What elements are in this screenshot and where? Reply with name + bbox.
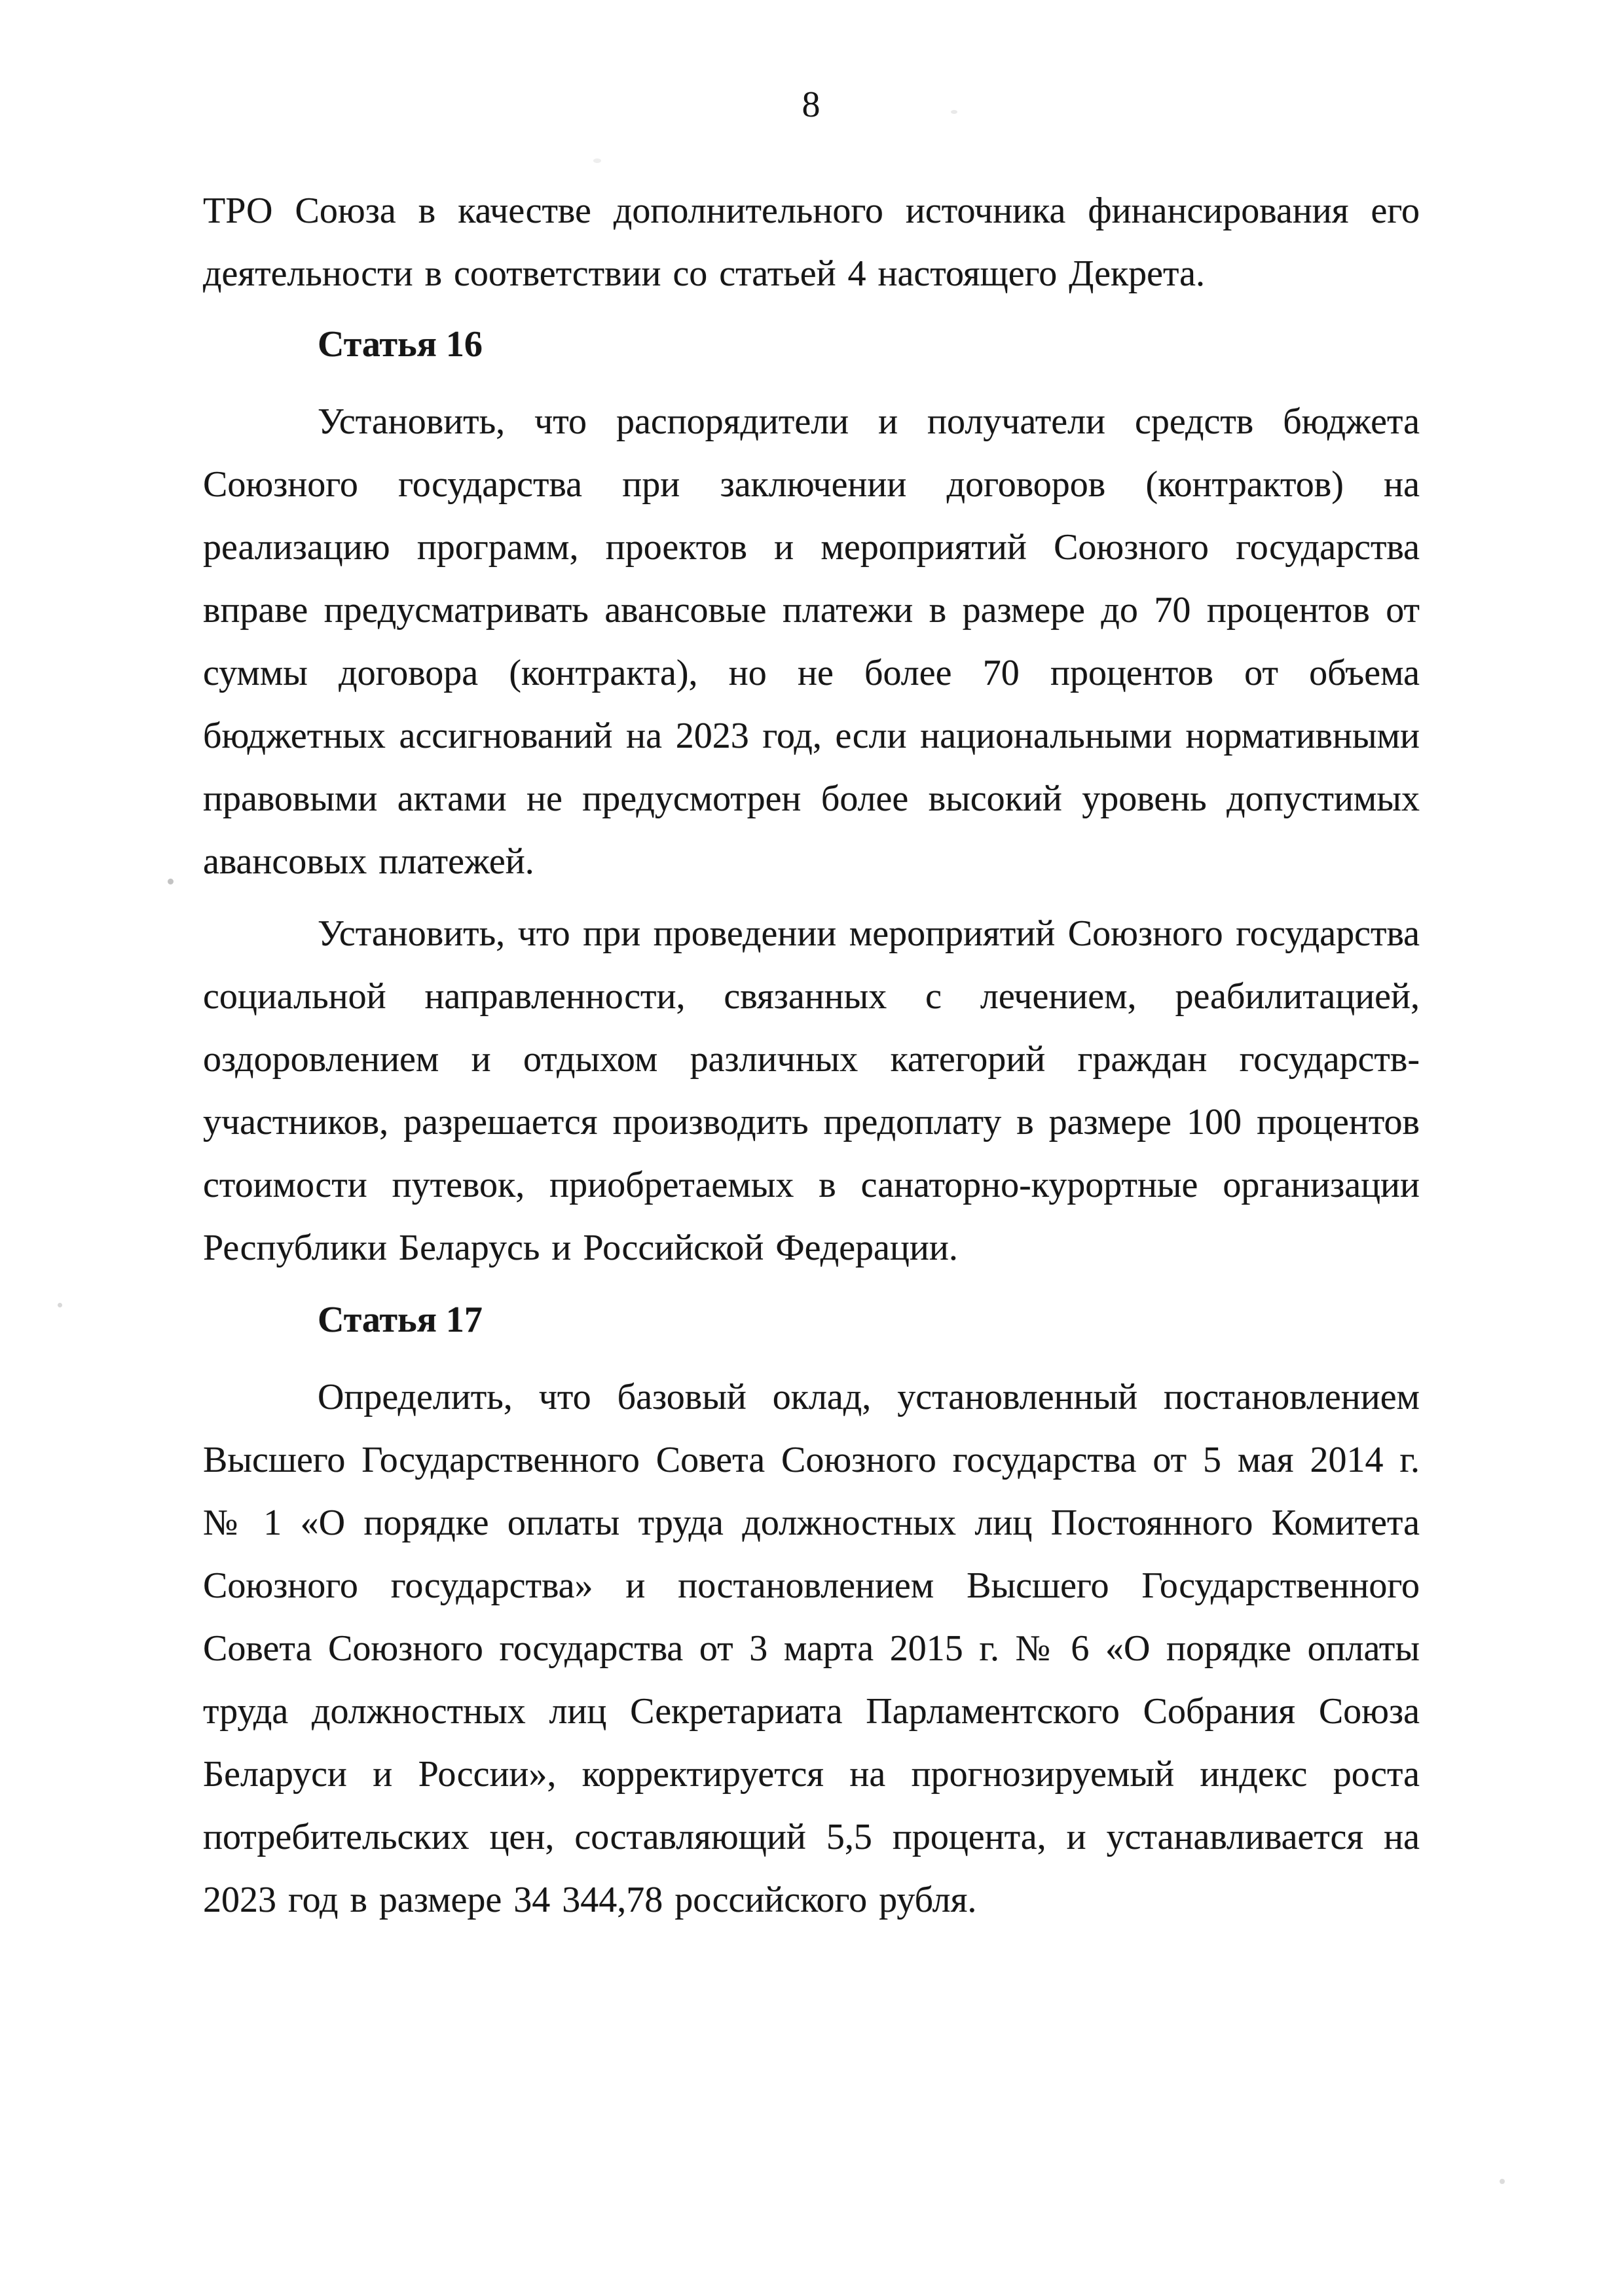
article-16-paragraph-2: Установить, что при проведении мероприятий Союзного государства социальной направленности, связанных с лечением, реабилитацией, оздоровлением и отдыхом различных категорий граждан государств-участников, разрешается производить предоплату в размере 100 процентов стоимости путевок, приобретаемых в санаторно-курортные организации Республики Беларусь и Российской Федерации. <box>203 913 1420 1268</box>
scan-artifact-dot <box>168 879 174 884</box>
text-column <box>203 0 1420 1931</box>
scan-artifact-dot <box>1500 2179 1505 2184</box>
article-16-paragraph-1: Установить, что распорядители и получатели средств бюджета Союзного государства при заключении договоров (контрактов) на реализацию программ, проектов и мероприятий Союзного государства вправе предусматривать авансовые платежи в размере до 70 процентов от суммы договора (контракта), но не более 70 процентов от объема бюджетных ассигнований на 2023 год, если национальными нормативными правовыми актами не предусмотрен более высокий уровень допустимых авансовых платежей. <box>203 401 1420 882</box>
scan-artifact-smudge <box>951 110 957 114</box>
article-16-heading: Статья 16 <box>318 324 483 365</box>
paragraph-continuation: ТРО Союза в качестве дополнительного источника финансирования его деятельности в соответствии со статьей 4 настоящего Декрета. <box>203 191 1420 294</box>
article-17-paragraph: Определить, что базовый оклад, установленный постановлением Высшего Государственного Совета Союзного государства от 5 мая 2014 г. № 1 «О порядке оплаты труда должностных лиц Постоянного Комитета Союзного государства» и постановлением Высшего Государственного Совета Союзного государства от 3 марта 2015 г. № 6 «О порядке оплаты труда должностных лиц Секретариата Парламентского Собрания Союза Беларуси и России», корректируется на прогнозируемый индекс роста потребительских цен, составляющий 5,5 процента, и устанавливается на 2023 год в размере 34 344,78 российского рубля. <box>203 1377 1420 1920</box>
scan-artifact-smudge <box>593 158 601 163</box>
article-17-heading: Статья 17 <box>318 1300 483 1340</box>
page-number: 8 <box>802 84 821 125</box>
scan-artifact-dot <box>58 1303 62 1307</box>
